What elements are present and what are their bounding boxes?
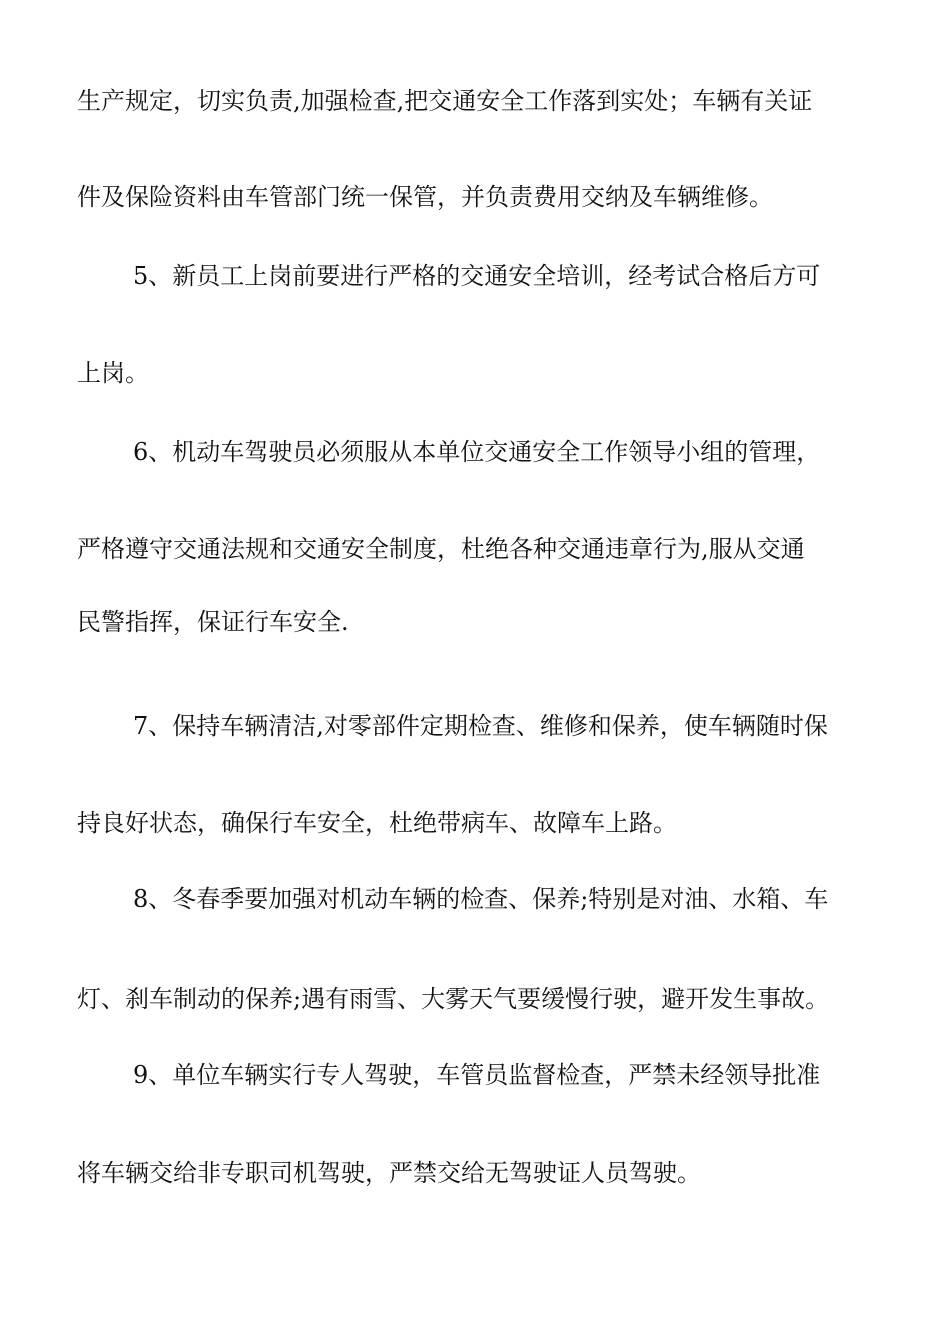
text-line: 将车辆交给非专职司机驾驶，严禁交给无驾驶证人员驾驶。	[77, 1159, 701, 1187]
text-line: 严格遵守交通法规和交通安全制度，杜绝各种交通违章行为,服从交通	[77, 535, 805, 563]
paragraph-8-line: 8、冬春季要加强对机动车辆的检查、保养;特别是对油、水箱、车	[133, 885, 829, 913]
text-line: 生产规定，切实负责,加强检查,把交通安全工作落到实处；车辆有关证	[77, 87, 813, 115]
text-line: 件及保险资料由车管部门统一保管，并负责费用交纳及车辆维修。	[77, 183, 773, 211]
paragraph-5-line: 5、新员工上岗前要进行严格的交通安全培训，经考试合格后方可	[133, 262, 821, 290]
text-line: 持良好状态，确保行车安全，杜绝带病车、故障车上路。	[77, 809, 677, 837]
paragraph-7-line: 7、保持车辆清洁,对零部件定期检查、维修和保养，使车辆随时保	[133, 712, 828, 740]
paragraph-6-line: 6、机动车驾驶员必须服从本单位交通安全工作领导小组的管理，	[133, 438, 821, 466]
text-line: 民警指挥，保证行车安全.	[77, 608, 349, 636]
paragraph-9-line: 9、单位车辆实行专人驾驶，车管员监督检查，严禁未经领导批准	[133, 1061, 821, 1089]
text-line: 上岗。	[77, 359, 149, 387]
text-line: 灯、刹车制动的保养;遇有雨雪、大雾天气要缓慢行驶，避开发生事故。	[77, 985, 830, 1013]
